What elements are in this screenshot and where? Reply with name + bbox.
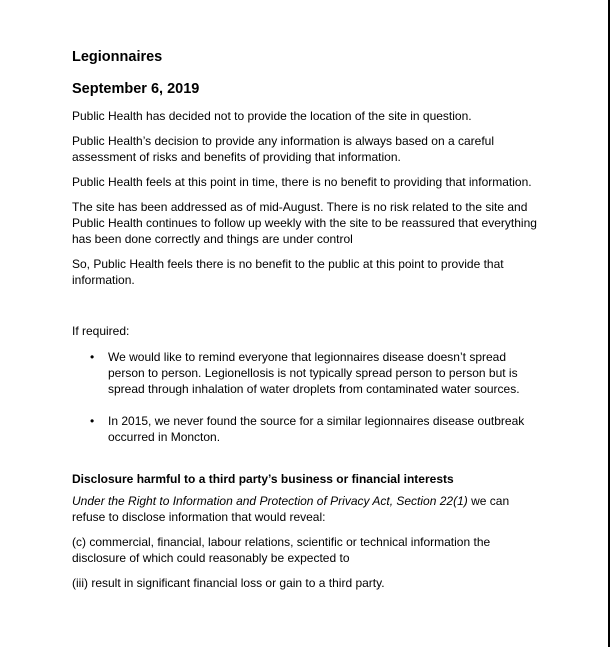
clause-c: (c) commercial, financial, labour relations, scientific or technical information the disclosure of which could reasonably be expected to xyxy=(72,535,491,565)
document-content xyxy=(72,48,542,600)
paragraph: The site has been addressed as of mid-August. There is no risk related to the site and Public Health continues to follow up weekly with the site to be reassured that everything has been done correctly and things are under control xyxy=(72,200,537,246)
document-date: September 6, 2019 xyxy=(72,81,200,97)
list-item-text: In 2015, we never found the source for a similar legionnaires disease outbreak occurred in Moncton. xyxy=(108,414,525,444)
disclosure-heading: Disclosure harmful to a third party’s business or financial interests xyxy=(72,472,454,486)
paragraph: So, Public Health feels there is no benefit to the public at this point to provide that information. xyxy=(72,257,504,287)
bullet-list xyxy=(72,349,542,445)
bullet-icon: • xyxy=(90,414,95,428)
if-required-label: If required: xyxy=(72,324,130,338)
act-rest: we can refuse to disclose information that would reveal: xyxy=(72,494,510,524)
clause-iii: (iii) result in significant financial loss or gain to a third party. xyxy=(72,576,385,590)
list-item xyxy=(90,349,542,397)
paragraph: Public Health feels at this point in time, there is no benefit to providing that information. xyxy=(72,175,532,189)
document-title: Legionnaires xyxy=(72,49,163,65)
list-item-text: We would like to remind everyone that legionnaires disease doesn’t spread person to person. Legionellosis is not typically spread person to person but is spread through inhalation of water droplets from contaminated water sources. xyxy=(108,350,520,396)
list-item xyxy=(90,413,542,445)
paragraph: Public Health’s decision to provide any information is always based on a careful assessment of risks and benefits of providing that information. xyxy=(72,134,495,164)
bullet-icon: • xyxy=(90,350,95,364)
paragraph: Public Health has decided not to provide the location of the site in question. xyxy=(72,109,472,123)
act-reference: Under the Right to Information and Protection of Privacy Act, Section 22(1) xyxy=(72,494,468,508)
disclosure-intro xyxy=(72,493,542,525)
spacer xyxy=(72,297,542,323)
